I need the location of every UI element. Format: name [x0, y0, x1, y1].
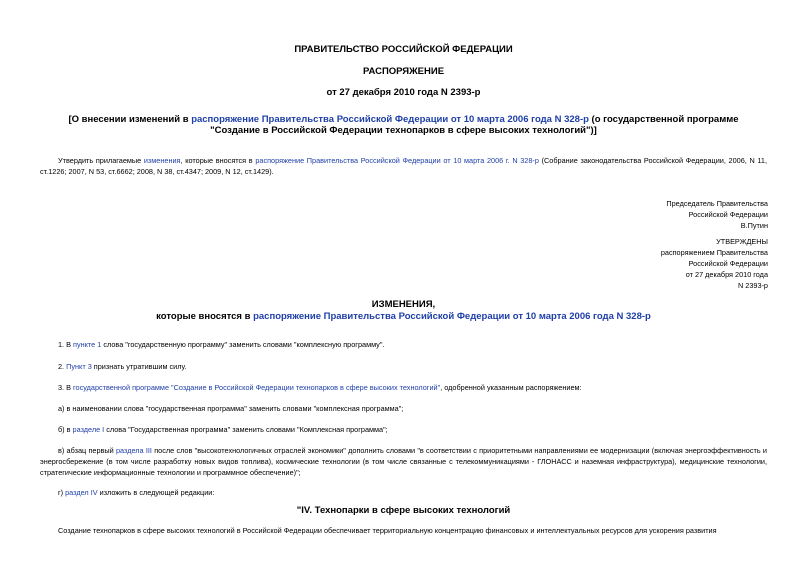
signature-block: Председатель Правительства Российской Федерации В.Путин	[666, 199, 768, 230]
amendments-link[interactable]: изменения	[143, 156, 181, 165]
item-3: 3. В государственной программе "Создание в Российской Федерации технопарков в сфере высоких технологий", одобренной указанным распоряжением:	[58, 383, 582, 392]
doc-title-link[interactable]: распоряжение Правительства Российской Федерации от 10 марта 2006 года N 328-р	[191, 114, 589, 125]
item-b-link[interactable]: разделе I	[72, 425, 105, 434]
item-v-link[interactable]: раздела III	[116, 446, 152, 455]
section-4-text: Создание технопарков в сфере высоких технологий в Российской Федерации обеспечивает территориальную концентрацию финансовых и интеллектуальных ресурсов для ускорения развития	[58, 526, 717, 535]
amendments-heading: ИЗМЕНЕНИЯ,	[371, 299, 436, 310]
order-328-link[interactable]: распоряжение Правительства Российской Федерации от 10 марта 2006 г. N 328-р	[255, 156, 539, 165]
government-heading: ПРАВИТЕЛЬСТВО РОССИЙСКОЙ ФЕДЕРАЦИИ	[294, 44, 513, 55]
doc-date-number: от 27 декабря 2010 года N 2393-р	[326, 87, 481, 98]
section-4-title: "IV. Технопарки в сфере высоких технологий	[296, 505, 511, 516]
item-2: 2. Пункт 3 признать утратившим силу.	[58, 362, 187, 371]
item-2-link[interactable]: Пункт 3	[66, 362, 92, 371]
item-g: г) раздел IV изложить в следующей редакции:	[58, 488, 215, 497]
item-a: а) в наименовании слова "государственная программа" заменить словами "комплексная программа";	[58, 404, 404, 413]
item-3-link[interactable]: государственной программе "Создание в Российской Федерации технопарков в сфере высоких технологий"	[73, 383, 441, 392]
doc-type-heading: РАСПОРЯЖЕНИЕ	[362, 66, 445, 77]
item-v: в) абзац первый раздела III после слов "высокотехнологичных отраслей экономики" дополнить словами "в соответствии с приоритетными направлениями ее модернизации (включая энергоэффективность и энергосбережение (в том числе разработку новых видов топлива), космические технологии (в том числе связанные с телекоммуникациями - ГЛОНАСС и наземная инфраструктура), медицинские технологии, стратегические информационные технологии и программное обеспечение)";	[40, 446, 767, 477]
item-1-link[interactable]: пункте 1	[73, 340, 102, 349]
amendments-subheading: которые вносятся в распоряжение Правительства Российской Федерации от 10 марта 2006 года N 328-р	[156, 311, 651, 322]
approval-stamp: УТВЕРЖДЕНЫ распоряжением Правительства Российской Федерации от 27 декабря 2010 года N 2393-р	[660, 237, 768, 290]
doc-title: [О внесении изменений в распоряжение Правительства Российской Федерации от 10 марта 2006 года N 328-р (о государственной программе "Создание в Российской Федерации технопарков в сфере высоких технологий")]	[68, 114, 739, 136]
item-b: б) в разделе I слова "Государственная программа" заменить словами "Комплексная программа";	[58, 425, 388, 434]
amendments-order-link[interactable]: распоряжение Правительства Российской Федерации от 10 марта 2006 года N 328-р	[253, 311, 651, 322]
item-1: 1. В пункте 1 слова "государственную программу" заменить словами "комплексную программу".	[58, 340, 385, 349]
intro-paragraph: Утвердить прилагаемые изменения, которые вносятся в распоряжение Правительства Российской Федерации от 10 марта 2006 г. N 328-р (Собрание законодательства Российской Федерации, 2006, N 11, ст.1226; 2007, N 53, ст.6662; 2008, N 38, ст.4347; 2009, N 12, ст.1429).	[40, 156, 768, 176]
item-g-link[interactable]: раздел IV	[65, 488, 98, 497]
